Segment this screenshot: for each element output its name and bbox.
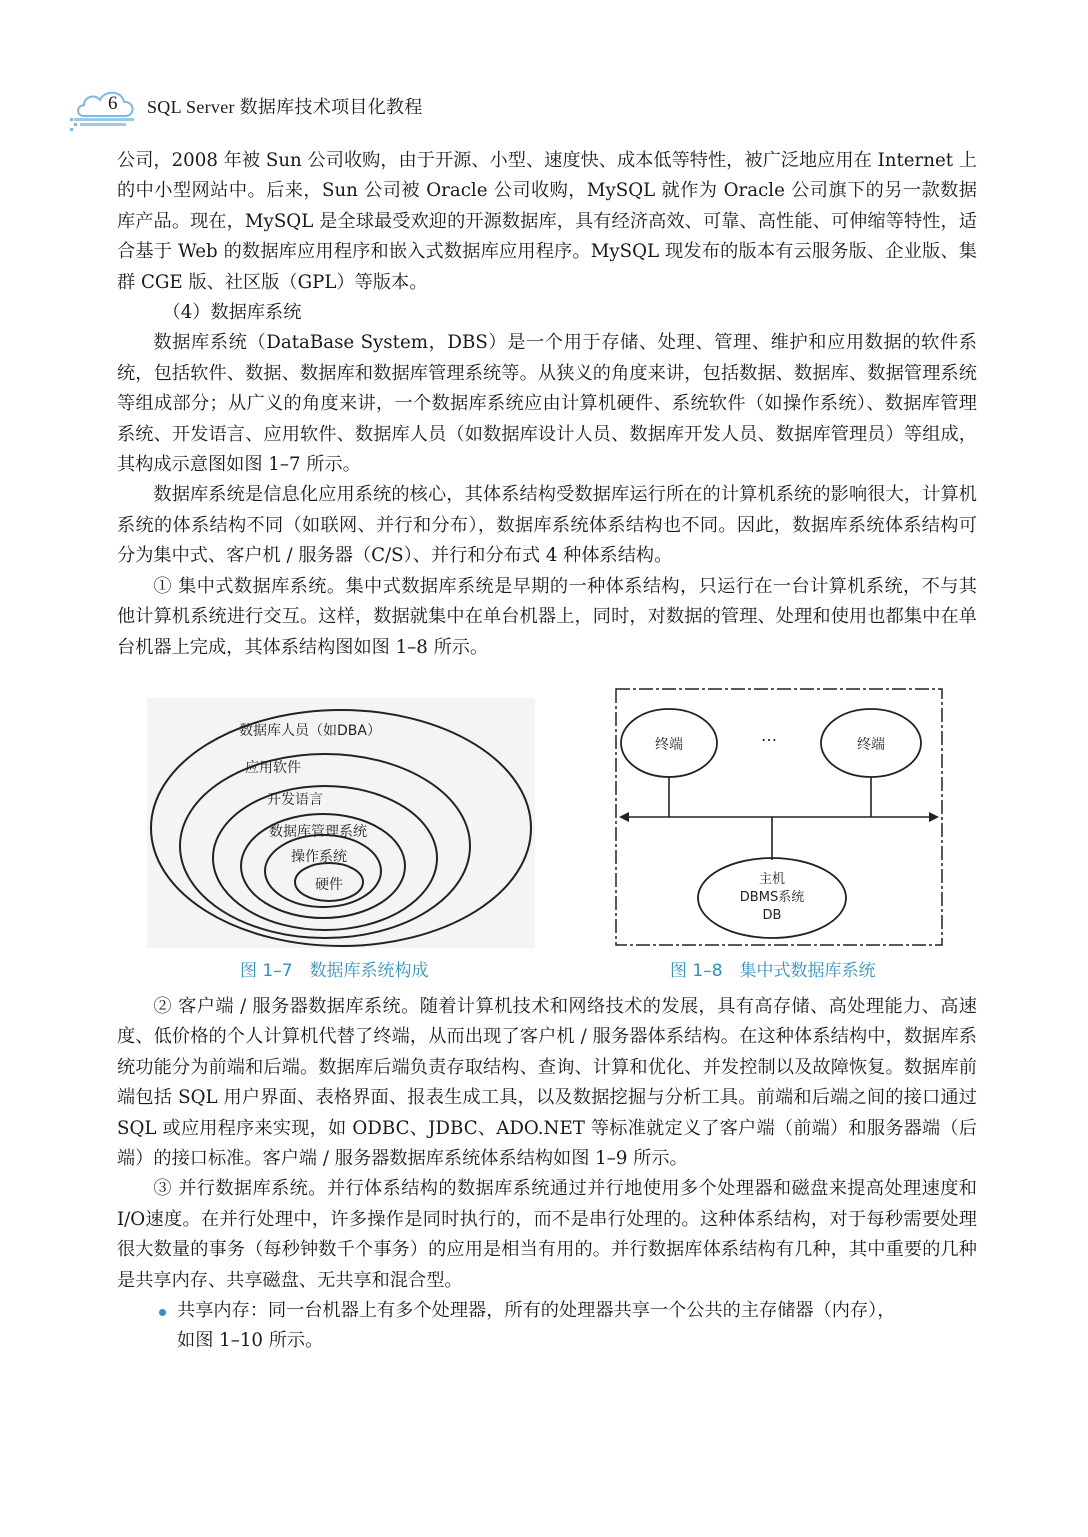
terminal-right-label: 终端	[857, 737, 885, 753]
db-label: DB	[762, 908, 782, 923]
paragraph: 数据库系统是信息化应用系统的核心，其体系结构受数据库运行所在的计算机系统的影响很大，计算机系统的体系结构不同（如联网、并行和分布），数据库系统体系结构也不同。因此，数据库系统体系结构可分为集中式、客户机 / 服务器（C/S）、并行和分布式 4 种体系结构。	[117, 484, 977, 567]
nested-ellipse-diagram	[147, 698, 535, 948]
bullet-dot-icon	[159, 1309, 166, 1316]
section-heading: （4）数据库系统	[162, 302, 302, 324]
page-header	[70, 82, 490, 132]
host-label: 主机	[758, 872, 786, 887]
centralized-system-diagram	[615, 688, 943, 946]
bullet-text: 共享内存：同一台机器上有多个处理器，所有的处理器共享一个公共的主存储器（内存），	[177, 1300, 896, 1322]
figure-1-8	[615, 688, 943, 946]
terminal-left-label: 终端	[655, 737, 683, 753]
book-title: SQL Server 数据库技术项目化教程	[147, 97, 423, 117]
figure-1-8-caption: 图 1–8 集中式数据库系统	[670, 961, 876, 981]
page-number: 6	[108, 93, 118, 114]
figure-1-7-caption: 图 1–7 数据库系统构成	[240, 961, 429, 981]
label-hw: 硬件	[315, 877, 343, 893]
paragraph: ② 客户端 / 服务器数据库系统。随着计算机技术和网络技术的发展，具有高存储、高处理能力、高速度、低价格的个人计算机代替了终端，从而出现了客户机 / 服务器体系结构。在这种体系结构中，数据库系统功能分为前端和后端。数据库后端负责存取结构、查询、计算和优化、并发控制以及故障恢复。数据库前端包括 SQL 用户界面、表格界面、报表生成工具，以及数据挖掘与分析工具。前端和后端之间的接口通过 SQL 或应用程序来实现，如 ODBC、JDBC、ADO.NET 等标准就定义了客户端（前端）和服务器端（后端）的接口标准。客户端 / 服务器数据库系统体系结构如图 1–9 所示。	[117, 996, 977, 1170]
paragraph: 公司，2008 年被 Sun 公司收购，由于开源、小型、速度快、成本低等特性，被广泛地应用在 Internet 上的中小型网站中。后来，Sun 公司被 Oracle 公司收购，MySQL 就作为 Oracle 公司旗下的另一款数据库产品。现在，MySQL 是全球最受欢迎的开源数据库，具有经济高效、可靠、高性能、可伸缩等特性，适合基于 Web 的数据库应用程序和嵌入式数据库应用程序。MySQL 现发布的版本有云服务版、企业版、集群 CGE 版、社区版（GPL）等版本。	[117, 150, 977, 293]
label-app: 应用软件	[245, 760, 301, 776]
paragraph: 数据库系统（DataBase System，DBS）是一个用于存储、处理、管理、维护和应用数据的软件系统，包括软件、数据、数据库和数据库管理系统等。从狭义的角度来讲，包括数据、数据库、数据管理系统等组成部分；从广义的角度来讲，一个数据库系统应由计算机硬件、系统软件（如操作系统）、数据库管理系统、开发语言、应用软件、数据库人员（如数据库设计人员、数据库开发人员、数据库管理员）等组成，其构成示意图如图 1–7 所示。	[117, 332, 977, 476]
label-dbms: 数据库管理系统	[269, 824, 367, 840]
paragraph: ① 集中式数据库系统。集中式数据库系统是早期的一种体系结构，只运行在一台计算机系统，不与其他计算机系统进行交互。这样，数据就集中在单台机器上，同时，对数据的管理、处理和使用也都集中在单台机器上完成，其体系结构图如图 1–8 所示。	[117, 575, 977, 658]
cloud-logo-icon	[70, 82, 142, 132]
body-text-bottom	[117, 992, 977, 1357]
label-dba: 数据库人员（如DBA）	[239, 723, 381, 739]
paragraph: ③ 并行数据库系统。并行体系结构的数据库系统通过并行地使用多个处理器和磁盘来提高处理速度和I/O速度。在并行处理中，许多操作是同时执行的，而不是串行处理的。这种体系结构，对于每秒需要处理很大数量的事务（每秒钟数千个事务）的应用是相当有用的。并行数据库体系结构有几种，其中重要的几种是共享内存、共享磁盘、无共享和混合型。	[117, 1178, 977, 1291]
dbms-label: DBMS系统	[739, 890, 805, 905]
figure-1-7	[147, 698, 535, 948]
body-text-top	[117, 146, 977, 663]
ellipsis-label: …	[761, 726, 777, 745]
bullet-continuation: 如图 1–10 所示。	[177, 1330, 324, 1352]
label-os: 操作系统	[291, 849, 347, 865]
label-devlang: 开发语言	[267, 792, 323, 808]
bullet-item	[117, 1296, 977, 1326]
